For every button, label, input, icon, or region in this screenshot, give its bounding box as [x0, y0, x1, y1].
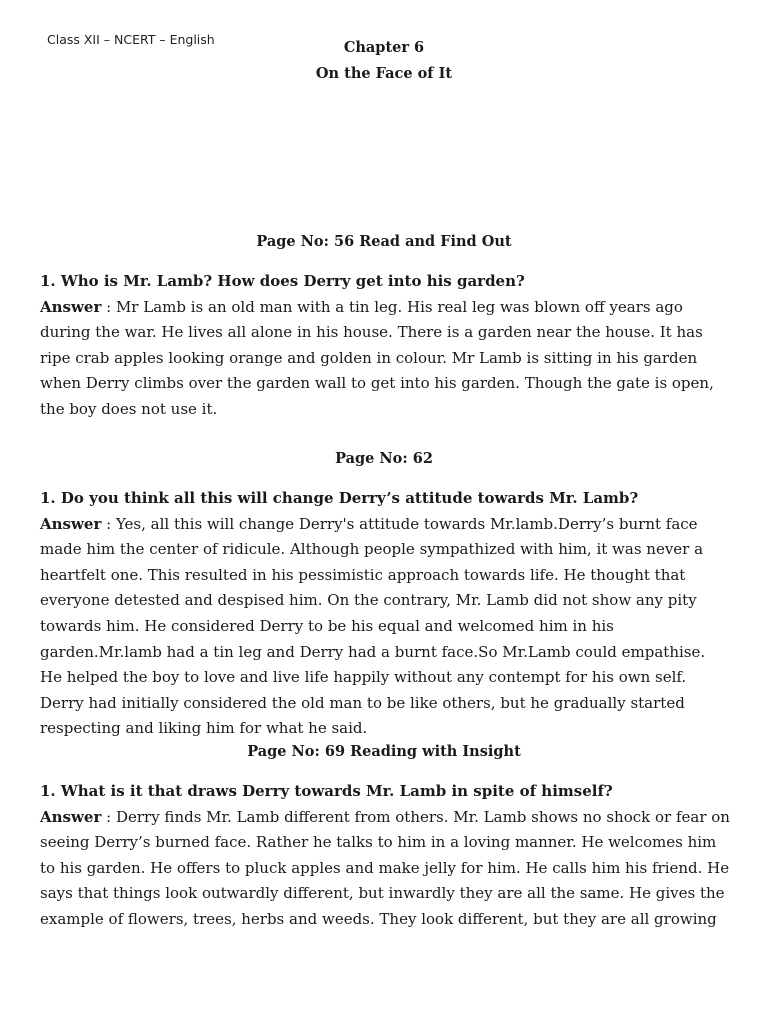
qa-block: [40, 486, 730, 742]
answer-label: Answer: [40, 514, 102, 533]
chapter-title: On the Face of It: [315, 65, 453, 82]
chapter-number: Chapter 6: [343, 39, 425, 56]
qa-block: [40, 269, 730, 423]
answer-label: Answer: [40, 807, 102, 826]
answer-text: : Derry finds Mr. Lamb different from others. Mr. Lamb shows no shock or fear on seeing Derry’s burned face. Rather he talks to him in a loving manner. He welcomes him to his garden. He offers to pluck apples and make jelly for him. He calls him his friend. He says that things look outwardly different, but inwardly they are all the same. He gives the example of flowers, trees, herbs and weeds. They look different, but they are all growing: [40, 807, 730, 928]
answer: [40, 512, 730, 742]
answer-text: : Mr Lamb is an old man with a tin leg. His real leg was blown off years ago during the war. He lives all alone in his house. There is a garden near the house. It has ripe crab apples looking orange and golden in colour. Mr Lamb is sitting in his garden when Derry climbs over the garden wall to get into his garden. Though the gate is open, the boy does not use it.: [40, 297, 714, 418]
answer-label: Answer: [40, 297, 102, 316]
answer: [40, 805, 730, 933]
section-heading: Page No: 69 Reading with Insight: [247, 743, 521, 760]
class-label: Class XII – NCERT – English: [47, 32, 215, 47]
section-heading: Page No: 62: [335, 450, 433, 467]
qa-block: [40, 779, 730, 933]
question: 1. Who is Mr. Lamb? How does Derry get into his garden?: [40, 272, 525, 290]
answer-text: : Yes, all this will change Derry's attitude towards Mr.lamb.Derry’s burnt face made him the center of ridicule. Although people sympathized with him, it was never a heartfelt one. This resulted in his pessimistic approach towards life. He thought that everyone detested and despised him. On the contrary, Mr. Lamb did not show any pity towards him. He considered Derry to be his equal and welcomed him in his garden.Mr.lamb had a tin leg and Derry had a burnt face.So Mr.Lamb could empathise. He helped the boy to love and live life happily without any contempt for his own self. Derry had initially considered the old man to be like others, but he gradually started respecting and liking him for what he said.: [40, 514, 706, 738]
answer: [40, 295, 730, 423]
question: 1. Do you think all this will change Derry’s attitude towards Mr. Lamb?: [40, 489, 639, 507]
chapter-header: [0, 35, 768, 87]
question: 1. What is it that draws Derry towards Mr. Lamb in spite of himself?: [40, 782, 613, 800]
section-heading: Page No: 56 Read and Find Out: [256, 233, 512, 250]
